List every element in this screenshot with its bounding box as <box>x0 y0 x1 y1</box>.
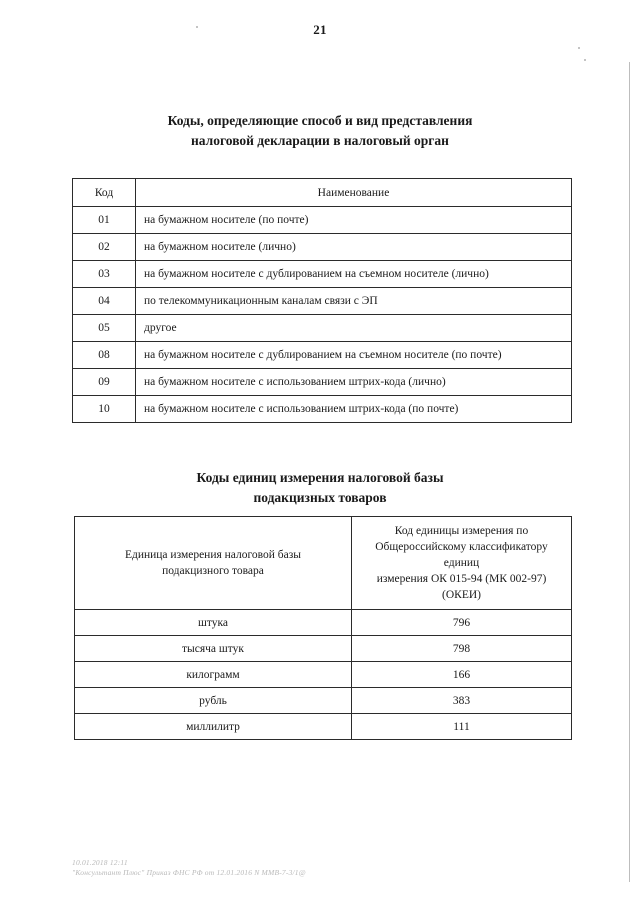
table-row <box>73 207 572 234</box>
section-title-codes-line-2: налоговой декларации в налоговый орган <box>191 133 449 148</box>
scan-speck-artifact <box>578 47 580 49</box>
cell-name: на бумажном носителе с использованием штрих-кода (по почте) <box>136 396 572 423</box>
table-row <box>73 261 572 288</box>
cell-name: на бумажном носителе (лично) <box>136 234 572 261</box>
table-row <box>73 369 572 396</box>
section-title-units-line-2: подакцизных товаров <box>253 490 387 505</box>
column-header-unit-code-line-3: измерения ОК 015-94 (МК 002-97) (ОКЕИ) <box>376 573 547 601</box>
cell-code: 03 <box>73 261 136 288</box>
table-row <box>75 636 572 662</box>
table-row <box>73 315 572 342</box>
cell-unit: миллилитр <box>75 714 352 740</box>
section-title-codes-line-1: Коды, определяющие способ и вид представления <box>167 113 473 128</box>
section-title-codes <box>0 111 640 151</box>
footer-timestamp: 10.01.2018 12:11 <box>72 858 128 867</box>
column-header-name: Наименование <box>136 179 572 207</box>
table-row <box>75 662 572 688</box>
cell-unit: тысяча штук <box>75 636 352 662</box>
column-header-unit-code-line-2: Общероссийскому классификатору единиц <box>375 541 548 569</box>
column-header-unit-code-line-1: Код единицы измерения по <box>394 525 529 537</box>
cell-code: 08 <box>73 342 136 369</box>
cell-name: по телекоммуникационным каналам связи с ЭП <box>136 288 572 315</box>
table-row <box>73 396 572 423</box>
scan-speck-artifact <box>584 59 586 61</box>
table-row <box>73 234 572 261</box>
footer-source: "Консультант Плюс" Приказ ФНС РФ от 12.01.2016 N ММВ-7-3/1@ <box>72 868 306 877</box>
table-declaration-submission-codes <box>72 178 572 423</box>
cell-name: на бумажном носителе с дублированием на съемном носителе (по почте) <box>136 342 572 369</box>
column-header-unit-line-1: Единица измерения налоговой базы <box>124 549 302 561</box>
footer-stamp <box>72 858 306 878</box>
cell-code: 01 <box>73 207 136 234</box>
cell-unit-code: 383 <box>352 688 572 714</box>
table-measurement-unit-codes <box>74 516 572 740</box>
column-header-unit <box>75 517 352 610</box>
cell-name: на бумажном носителе с дублированием на съемном носителе (лично) <box>136 261 572 288</box>
cell-code: 10 <box>73 396 136 423</box>
column-header-unit-line-2: подакцизного товара <box>162 565 264 577</box>
table-row <box>75 610 572 636</box>
cell-unit-code: 166 <box>352 662 572 688</box>
table-row <box>73 288 572 315</box>
cell-unit-code: 111 <box>352 714 572 740</box>
cell-unit-code: 798 <box>352 636 572 662</box>
table-row <box>75 688 572 714</box>
cell-name: другое <box>136 315 572 342</box>
cell-code: 04 <box>73 288 136 315</box>
cell-name: на бумажном носителе (по почте) <box>136 207 572 234</box>
page-number: 21 <box>313 22 327 37</box>
cell-code: 02 <box>73 234 136 261</box>
column-header-code: Код <box>73 179 136 207</box>
cell-unit: штука <box>75 610 352 636</box>
section-title-units-line-1: Коды единиц измерения налоговой базы <box>196 470 444 485</box>
cell-code: 05 <box>73 315 136 342</box>
table-header-row <box>75 517 572 610</box>
cell-name: на бумажном носителе с использованием штрих-кода (лично) <box>136 369 572 396</box>
column-header-unit-code <box>352 517 572 610</box>
table-row <box>75 714 572 740</box>
cell-unit-code: 796 <box>352 610 572 636</box>
table-header-row <box>73 179 572 207</box>
cell-unit: рубль <box>75 688 352 714</box>
table-row <box>73 342 572 369</box>
section-title-units <box>0 468 640 508</box>
cell-unit: килограмм <box>75 662 352 688</box>
cell-code: 09 <box>73 369 136 396</box>
